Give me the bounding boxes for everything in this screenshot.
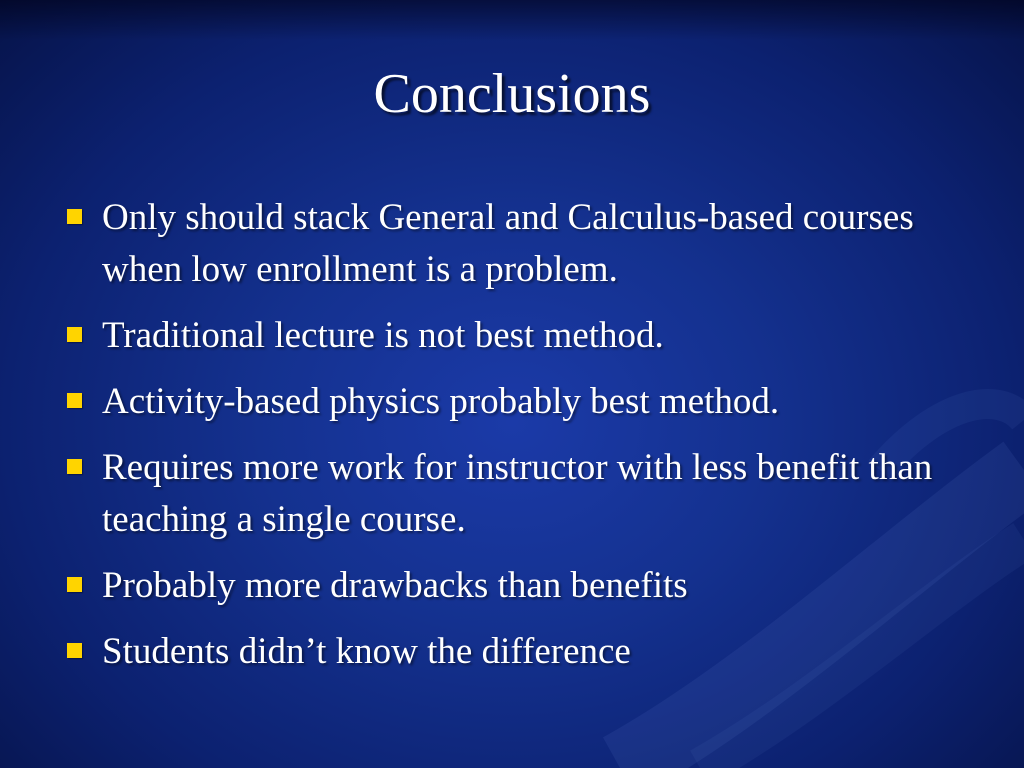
bullet-list [60, 192, 960, 692]
bullet-text: Only should stack General and Calculus-based courses when low enrollment is a problem. [102, 197, 914, 290]
square-bullet-icon [67, 577, 82, 592]
bullet-text: Traditional lecture is not best method. [102, 315, 664, 356]
square-bullet-icon [67, 393, 82, 408]
bullet-text: Activity-based physics probably best method. [102, 381, 780, 422]
bullet-text: Students didn’t know the difference [102, 631, 631, 672]
bullet-item [60, 560, 960, 612]
top-shade [0, 0, 1024, 40]
bullet-item [60, 626, 960, 678]
bullet-item [60, 442, 960, 546]
bullet-text: Requires more work for instructor with less benefit than teaching a single course. [102, 447, 933, 540]
bullet-item [60, 376, 960, 428]
square-bullet-icon [67, 643, 82, 658]
bullet-item [60, 192, 960, 296]
square-bullet-icon [67, 459, 82, 474]
slide-title: Conclusions [373, 63, 651, 125]
square-bullet-icon [67, 327, 82, 342]
bullet-text: Probably more drawbacks than benefits [102, 565, 688, 606]
bullet-item [60, 310, 960, 362]
square-bullet-icon [67, 209, 82, 224]
